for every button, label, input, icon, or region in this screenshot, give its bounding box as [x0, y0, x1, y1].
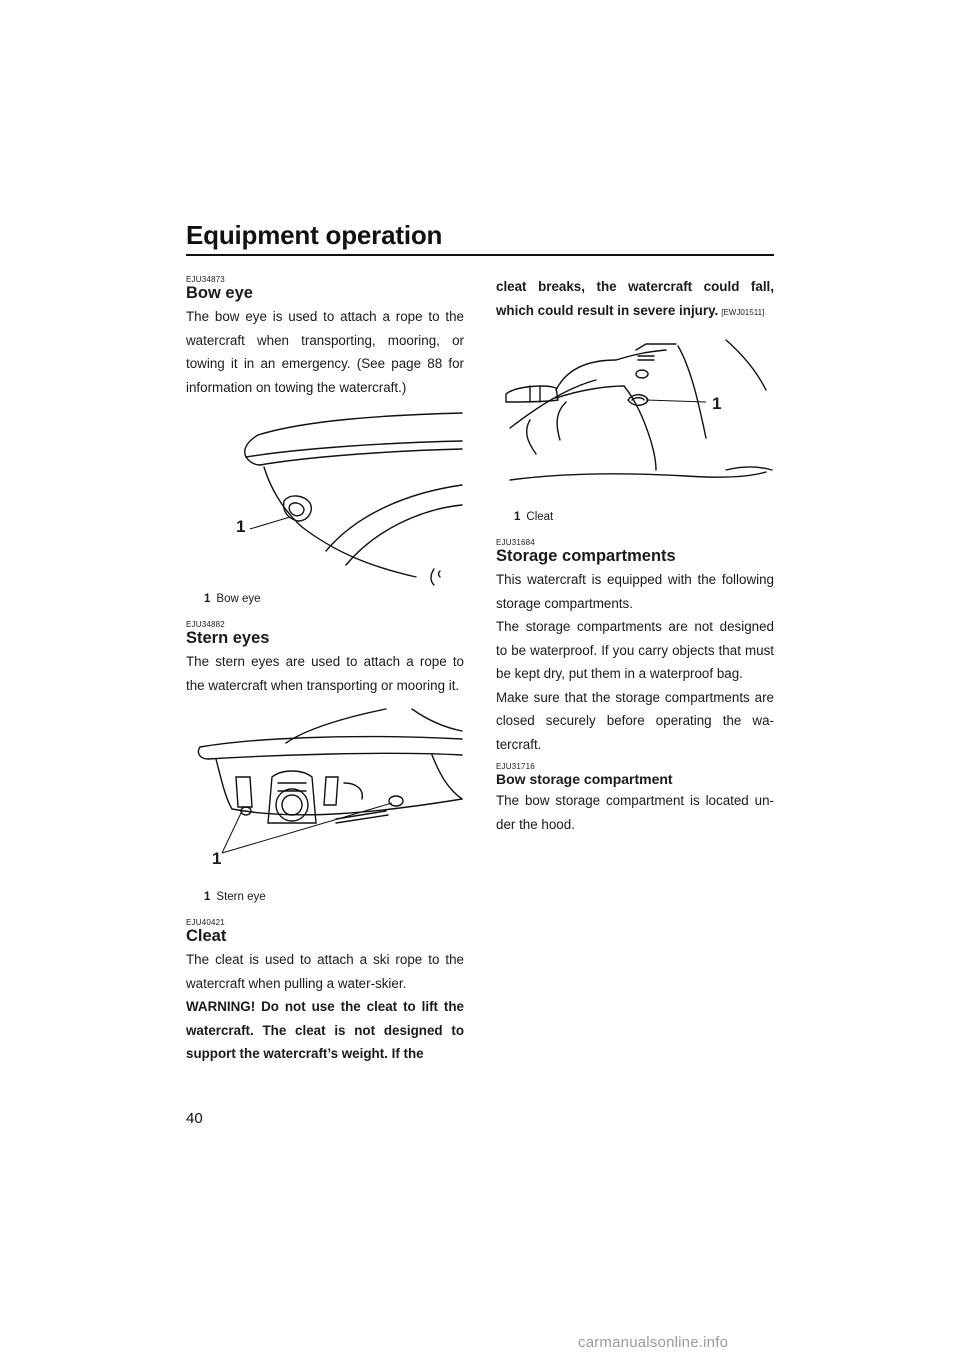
warning-text: WARNING! Do not use the cleat to lift the watercraft. The cleat is not designed to support the watercraft’s weight. If the — [186, 999, 464, 1061]
section-cleat — [186, 918, 464, 1066]
cleat-illustration — [496, 330, 774, 508]
section-code: EJU34873 — [186, 275, 225, 284]
watermark: carmanualsonline.info — [578, 1334, 729, 1351]
stern-eyes-figure — [186, 703, 464, 904]
caption-number: 1 — [514, 511, 521, 523]
cleat-figure — [496, 330, 774, 524]
section-text: The bow storage compartment is located un-der the hood. — [496, 793, 774, 832]
section-heading: Bow eye — [186, 284, 253, 302]
paragraph-1: This watercraft is equipped with the following storage compartments. — [496, 572, 774, 611]
section-text: The stern eyes are used to attach a rope to the watercraft when transporting or mooring it. — [186, 654, 464, 693]
bow-eye-illustration — [186, 405, 464, 590]
caption-text: Stern eye — [216, 891, 266, 903]
page-title: Equipment operation — [186, 220, 443, 250]
stern-eyes-illustration — [186, 703, 464, 888]
warning-text-continued — [496, 275, 774, 324]
page-number: 40 — [186, 1110, 203, 1127]
warning-code: [EWJ01511] — [721, 307, 765, 317]
figure-caption — [204, 592, 464, 606]
caption-text: Cleat — [526, 511, 554, 523]
left-column — [186, 275, 464, 1066]
section-text: The bow eye is used to attach a rope to the watercraft when transporting, mooring, or towing it in an emergency. (See page 88 for information on towing the watercraft.) — [186, 309, 464, 395]
section-heading: Cleat — [186, 927, 227, 945]
section-cleat-continued — [496, 275, 774, 524]
figure-caption — [204, 890, 464, 904]
section-bow-storage — [496, 762, 774, 836]
figure-caption — [514, 510, 774, 524]
caption-number: 1 — [204, 891, 211, 903]
paragraph-3: Make sure that the storage compartments are closed securely before operating the wa-tercraft. — [496, 689, 774, 752]
section-text: The cleat is used to attach a ski rope to the watercraft when pulling a water-skier. — [186, 952, 464, 991]
section-code: EJU40421 — [186, 918, 225, 927]
section-heading: Stern eyes — [186, 629, 270, 647]
section-code: EJU31684 — [496, 538, 535, 547]
figure-callout: 1 — [212, 849, 222, 868]
paragraph-2: The storage compartments are not designed to be waterproof. If you carry objects that must be kept dry, put them in a waterproof bag. — [496, 619, 774, 681]
section-code: EJU31716 — [496, 762, 535, 771]
warning-text: cleat breaks, the watercraft could fall, which could result in severe injury. — [496, 279, 774, 318]
section-code: EJU34882 — [186, 620, 225, 629]
caption-text: Bow eye — [216, 593, 261, 605]
section-heading: Storage compartments — [496, 547, 676, 565]
figure-callout: 1 — [236, 517, 246, 536]
subsection-heading: Bow storage compartment — [496, 771, 673, 787]
bow-eye-figure — [186, 405, 464, 606]
right-column — [496, 275, 774, 836]
section-stern-eyes — [186, 620, 464, 904]
section-storage-compartments — [496, 538, 774, 756]
title-rule — [186, 254, 774, 256]
caption-number: 1 — [204, 593, 211, 605]
section-bow-eye — [186, 275, 464, 606]
figure-callout: 1 — [712, 394, 722, 413]
